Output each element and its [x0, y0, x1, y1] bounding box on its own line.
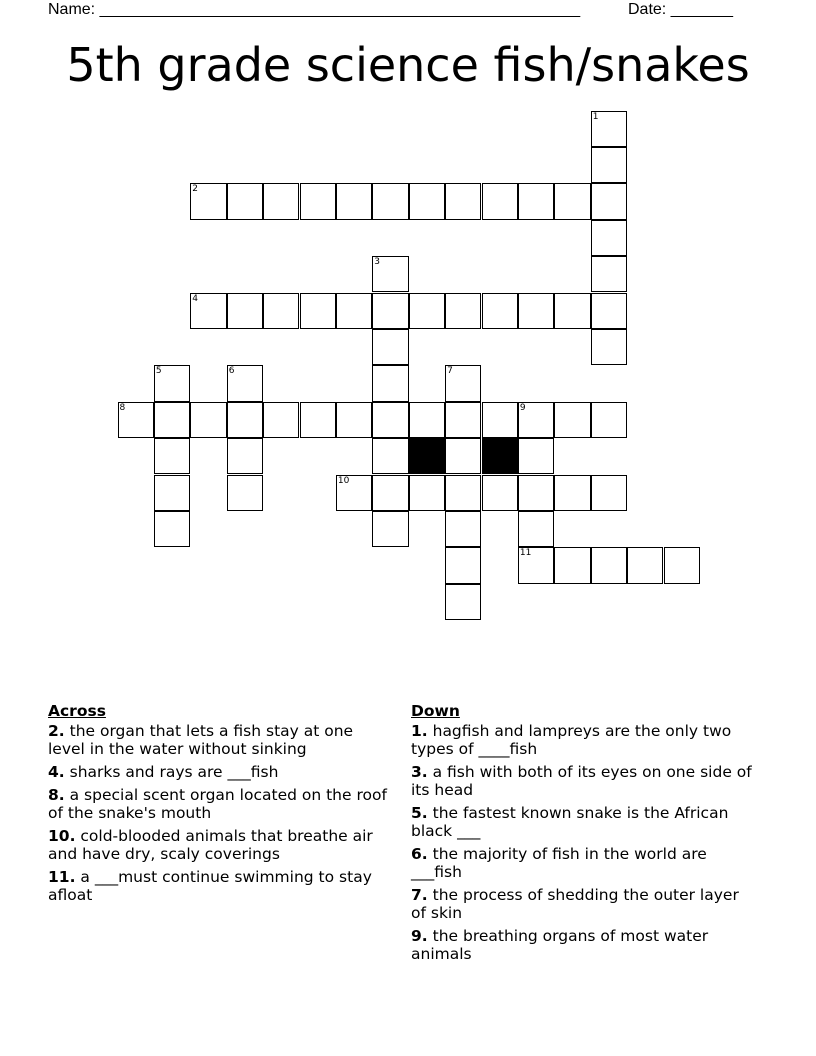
down-clue: [411, 722, 756, 758]
crossword-cell[interactable]: [591, 111, 627, 147]
crossword-cell[interactable]: [591, 475, 627, 511]
crossword-cell[interactable]: [154, 365, 190, 401]
clue-number: 11.: [48, 868, 76, 886]
crossword-cell[interactable]: [227, 183, 263, 219]
clue-number: 7.: [411, 886, 428, 904]
crossword-cell[interactable]: [591, 183, 627, 219]
crossword-cell[interactable]: [154, 438, 190, 474]
crossword-cell[interactable]: [554, 475, 590, 511]
clue-text: a special scent organ located on the roof of the snake's mouth: [48, 786, 387, 822]
clue-number: 11: [519, 548, 532, 559]
crossword-cell[interactable]: [518, 293, 554, 329]
crossword-cell[interactable]: [409, 293, 445, 329]
down-clue: [411, 845, 756, 881]
across-clue: [48, 827, 393, 863]
down-clues: [411, 702, 756, 968]
clue-number: 2.: [48, 722, 65, 740]
crossword-cell[interactable]: [482, 475, 518, 511]
clue-number: 4.: [48, 763, 65, 781]
clue-number: 8.: [48, 786, 65, 804]
crossword-cell[interactable]: [445, 584, 481, 620]
crossword-cell[interactable]: [445, 365, 481, 401]
crossword-cell[interactable]: [445, 511, 481, 547]
puzzle-title: 5th grade science fish/snakes: [66, 38, 750, 92]
clue-text: the fastest known snake is the African black ___: [411, 804, 729, 840]
across-clue-list: [48, 722, 393, 904]
crossword-cell[interactable]: [227, 438, 263, 474]
down-clue: [411, 804, 756, 840]
crossword-cell[interactable]: [445, 475, 481, 511]
crossword-cell[interactable]: [118, 402, 154, 438]
crossword-cell[interactable]: [372, 256, 408, 292]
clue-number: 1: [592, 111, 599, 122]
crossword-cell[interactable]: [372, 183, 408, 219]
across-clue: [48, 722, 393, 758]
clue-number: 4: [192, 293, 199, 304]
crossword-cell[interactable]: [227, 365, 263, 401]
crossword-cell[interactable]: [445, 547, 481, 583]
clue-number: 3.: [411, 763, 428, 781]
crossword-cell[interactable]: [518, 183, 554, 219]
clue-number: 8: [119, 402, 126, 413]
crossword-cell[interactable]: [227, 293, 263, 329]
clue-number: 3: [374, 257, 381, 268]
across-clues: [48, 702, 393, 909]
crossword-cell[interactable]: [409, 475, 445, 511]
black-cell: [482, 438, 518, 474]
clue-number: 10.: [48, 827, 76, 845]
crossword-cell[interactable]: [591, 220, 627, 256]
crossword-cell[interactable]: [336, 475, 372, 511]
clue-text: the breathing organs of most water animals: [411, 927, 709, 963]
crossword-cell[interactable]: [591, 402, 627, 438]
crossword-cell[interactable]: [518, 475, 554, 511]
crossword-cell[interactable]: [190, 402, 226, 438]
clue-text: sharks and rays are ___fish: [64, 763, 279, 781]
down-clue: [411, 886, 756, 922]
crossword-cell[interactable]: [154, 402, 190, 438]
clue-number: 5: [155, 366, 162, 377]
crossword-cell[interactable]: [554, 402, 590, 438]
crossword-cell[interactable]: [372, 293, 408, 329]
clue-text: the organ that lets a fish stay at one level in the water without sinking: [48, 722, 354, 758]
date-line[interactable]: Date: _______: [628, 1, 733, 18]
clue-number: 7: [447, 366, 453, 377]
crossword-cell[interactable]: [445, 402, 481, 438]
down-clue: [411, 763, 756, 799]
clue-number: 1.: [411, 722, 428, 740]
crossword-cell[interactable]: [591, 293, 627, 329]
black-cell: [409, 438, 445, 474]
crossword-cell[interactable]: [154, 475, 190, 511]
crossword-cell[interactable]: [518, 402, 554, 438]
crossword-cell[interactable]: [336, 402, 372, 438]
crossword-cell[interactable]: [518, 438, 554, 474]
clue-text: hagfish and lampreys are the only two types of ____fish: [411, 722, 732, 758]
crossword-cell[interactable]: [227, 402, 263, 438]
clue-number: 9: [519, 402, 526, 413]
crossword-cell[interactable]: [518, 511, 554, 547]
crossword-cell[interactable]: [554, 183, 590, 219]
crossword-cell[interactable]: [190, 293, 226, 329]
clue-number: 6: [228, 366, 235, 377]
crossword-cell[interactable]: [336, 183, 372, 219]
crossword-cell[interactable]: [445, 293, 481, 329]
crossword-cell[interactable]: [518, 547, 554, 583]
crossword-cell[interactable]: [300, 293, 336, 329]
crossword-cell[interactable]: [263, 402, 299, 438]
crossword-cell[interactable]: [554, 293, 590, 329]
crossword-cell[interactable]: [591, 329, 627, 365]
down-heading: Down: [411, 702, 460, 720]
clue-number: 2: [192, 184, 199, 195]
crossword-cell[interactable]: [482, 402, 518, 438]
crossword-cell[interactable]: [591, 147, 627, 183]
crossword-cell[interactable]: [372, 438, 408, 474]
across-heading: Across: [48, 702, 106, 720]
crossword-cell[interactable]: [336, 293, 372, 329]
crossword-cell[interactable]: [372, 511, 408, 547]
across-clue: [48, 786, 393, 822]
clue-number: 10: [337, 475, 350, 486]
clue-number: 6.: [411, 845, 428, 863]
crossword-cell[interactable]: [372, 365, 408, 401]
crossword-cell[interactable]: [227, 475, 263, 511]
crossword-cell[interactable]: [445, 183, 481, 219]
crossword-cell[interactable]: [372, 475, 408, 511]
crossword-cell[interactable]: [300, 183, 336, 219]
name-line[interactable]: Name: ______________________________________________________: [48, 1, 581, 18]
clue-text: a ___must continue swimming to stay afloat: [48, 868, 372, 904]
crossword-cell[interactable]: [664, 547, 700, 583]
clue-text: a fish with both of its eyes on one side of its head: [411, 763, 752, 799]
crossword-cell[interactable]: [300, 402, 336, 438]
crossword-cell[interactable]: [263, 183, 299, 219]
crossword-cell[interactable]: [445, 438, 481, 474]
down-clue: [411, 927, 756, 963]
crossword-cell[interactable]: [372, 402, 408, 438]
clue-text: the process of shedding the outer layer of skin: [411, 886, 739, 922]
down-clue-list: [411, 722, 756, 963]
across-clue: [48, 763, 393, 781]
crossword-cell[interactable]: [591, 256, 627, 292]
crossword-cell[interactable]: [627, 547, 663, 583]
crossword-cell[interactable]: [409, 183, 445, 219]
crossword-cell[interactable]: [482, 293, 518, 329]
clue-text: the majority of fish in the world are ___fish: [411, 845, 707, 881]
crossword-cell[interactable]: [554, 547, 590, 583]
crossword-cell[interactable]: [591, 547, 627, 583]
clue-number: 5.: [411, 804, 428, 822]
crossword-cell[interactable]: [263, 293, 299, 329]
crossword-cell[interactable]: [372, 329, 408, 365]
clue-text: cold-blooded animals that breathe air and have dry, scaly coverings: [48, 827, 373, 863]
crossword-cell[interactable]: [409, 402, 445, 438]
clue-number: 9.: [411, 927, 428, 945]
crossword-cell[interactable]: [190, 183, 226, 219]
across-clue: [48, 868, 393, 904]
crossword-cell[interactable]: [154, 511, 190, 547]
crossword-cell[interactable]: [482, 183, 518, 219]
